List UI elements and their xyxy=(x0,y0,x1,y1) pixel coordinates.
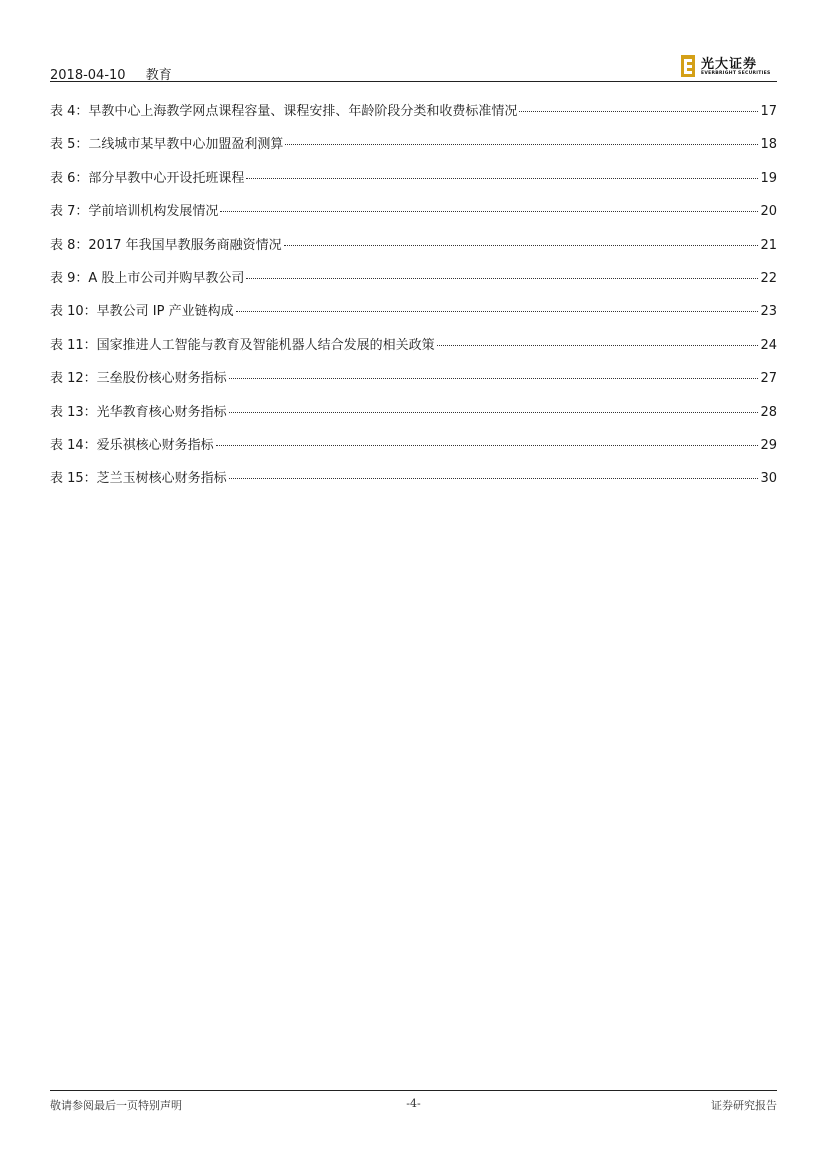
toc-entry-page: 20 xyxy=(760,204,777,220)
toc-dot-leader xyxy=(285,144,758,145)
toc-dot-leader xyxy=(229,378,759,379)
toc-entry[interactable] xyxy=(50,434,777,467)
toc-entry-label: 表 7：学前培训机构发展情况 xyxy=(50,204,219,220)
toc-entry-label: 表 9：A 股上市公司并购早教公司 xyxy=(50,270,245,286)
toc-entry-page: 18 xyxy=(760,137,777,153)
toc-entry-label: 表 4：早教中心上海教学网点课程容量、课程安排、年龄阶段分类和收费标准情况 xyxy=(50,104,518,119)
toc-entry-page: 29 xyxy=(760,437,777,453)
logo-mark-icon xyxy=(681,55,695,77)
toc-dot-leader xyxy=(229,412,759,413)
toc-dot-leader xyxy=(246,178,758,179)
toc-entry-page: 23 xyxy=(760,304,777,320)
report-sector: 教育 xyxy=(145,68,172,83)
toc-entry-page: 24 xyxy=(760,337,777,353)
toc-entry-label: 表 8：2017 年我国早教服务商融资情况 xyxy=(50,237,282,253)
toc-dot-leader xyxy=(236,311,759,312)
toc-entry[interactable] xyxy=(50,401,777,434)
toc-dot-leader xyxy=(220,211,758,212)
page-footer xyxy=(50,1090,777,1120)
toc-entry-label: 表 6：部分早教中心开设托班课程 xyxy=(50,170,245,186)
toc-entry[interactable] xyxy=(50,467,777,500)
toc-dot-leader xyxy=(229,478,759,479)
header-divider xyxy=(50,81,777,82)
toc-entry-page: 17 xyxy=(760,104,777,119)
toc-entry[interactable] xyxy=(50,300,777,333)
toc-entry-label: 表 12：三垒股份核心财务指标 xyxy=(50,371,227,387)
toc-dot-leader xyxy=(284,245,759,246)
footer-disclaimer: 敬请参阅最后一页特别声明 xyxy=(50,1099,182,1112)
toc-entry-page: 28 xyxy=(760,404,777,420)
toc-dot-leader xyxy=(246,278,758,279)
toc-entry[interactable] xyxy=(50,133,777,166)
company-logo xyxy=(681,53,777,79)
toc-entry-page: 27 xyxy=(760,371,777,387)
toc-entry[interactable] xyxy=(50,367,777,400)
toc-entry[interactable] xyxy=(50,200,777,233)
toc-entry-label: 表 15：芝兰玉树核心财务指标 xyxy=(50,471,227,487)
toc-dot-leader xyxy=(437,345,759,346)
logo-name-en: EVERBRIGHT SECURITIES xyxy=(701,71,771,76)
footer-report-type: 证券研究报告 xyxy=(711,1099,777,1112)
logo-name-cn: 光大证券 xyxy=(701,57,758,72)
toc-entry-label: 表 13：光华教育核心财务指标 xyxy=(50,404,227,420)
toc-entry[interactable] xyxy=(50,267,777,300)
toc-entry-label: 表 10：早教公司 IP 产业链构成 xyxy=(50,304,234,320)
footer-divider xyxy=(50,1090,777,1091)
toc-entry-page: 21 xyxy=(760,237,777,253)
toc-entry[interactable] xyxy=(50,167,777,200)
footer-page-number: -4- xyxy=(406,1097,421,1110)
toc-entry[interactable] xyxy=(50,100,777,133)
toc-entry[interactable] xyxy=(50,334,777,367)
toc-entry-page: 30 xyxy=(760,471,777,487)
toc-entry-label: 表 14：爱乐祺核心财务指标 xyxy=(50,437,214,453)
toc-entry-label: 表 5：二线城市某早教中心加盟盈利测算 xyxy=(50,137,284,153)
toc-dot-leader xyxy=(216,445,759,446)
page-header xyxy=(50,50,777,82)
toc-entry-label: 表 11：国家推进人工智能与教育及智能机器人结合发展的相关政策 xyxy=(50,337,435,353)
toc-entry[interactable] xyxy=(50,234,777,267)
report-date: 2018-04-10 xyxy=(50,68,126,83)
table-of-contents xyxy=(50,100,777,501)
toc-entry-page: 22 xyxy=(760,270,777,286)
toc-dot-leader xyxy=(519,111,758,112)
toc-entry-page: 19 xyxy=(760,170,777,186)
